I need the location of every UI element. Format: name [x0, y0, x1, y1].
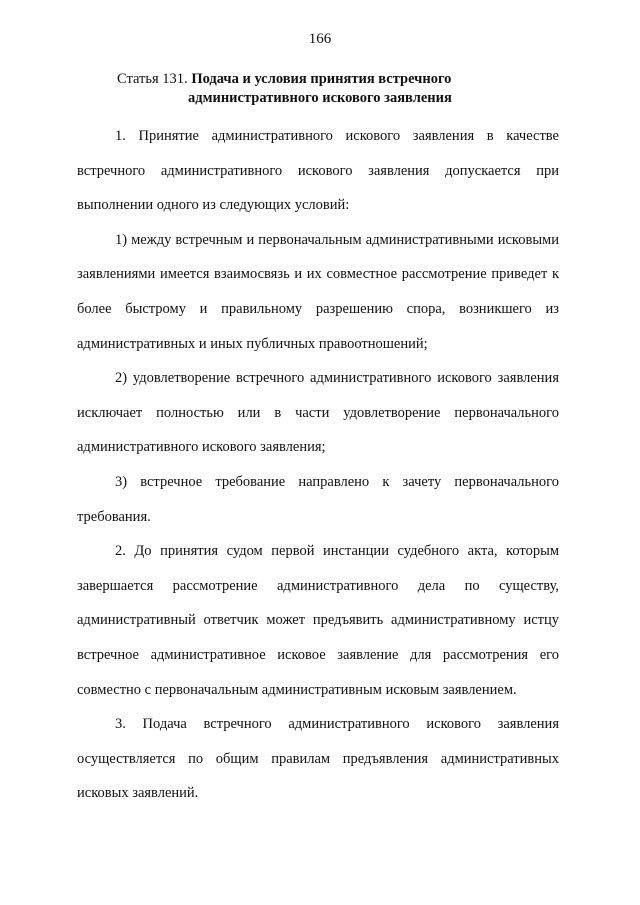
paragraph-1-item-1: 1) между встречным и первоначальным административными исковыми заявлениями имеется взаимосвязь и их совместное рассмотрение приведет к более быстрому и правильному разрешению спора, возникшего из административных и иных публичных правоотношений;	[77, 231, 559, 352]
paragraph-1-item-2: 2) удовлетворение встречного административного искового заявления исключает полностью или в части удовлетворение первоначального административного искового заявления;	[77, 370, 559, 456]
paragraph-1-item-3: 3) встречное требование направлено к зачету первоначального требования.	[77, 473, 559, 525]
article-body	[77, 119, 559, 811]
article-title-line-2: административного искового заявления	[188, 90, 452, 106]
article-label: Статья 131.	[117, 71, 188, 87]
paragraph-3: 3. Подача встречного административного искового заявления осуществляется по общим правилам предъявления административных исковых заявлений.	[77, 716, 559, 802]
paragraph-2: 2. До принятия судом первой инстанции судебного акта, которым завершается рассмотрение административного дела по существу, административный ответчик может предъявить административному истцу встречное административное исковое заявление для рассмотрения его совместно с первоначальным административным исковым заявлением.	[77, 543, 559, 698]
article-title-line-1: Подача и условия принятия встречного	[191, 71, 452, 87]
article-heading	[117, 70, 577, 108]
page-number: 166	[308, 31, 332, 47]
paragraph-1: 1. Принятие административного искового заявления в качестве встречного административного искового заявления допускается при выполнении одного из следующих условий:	[77, 128, 559, 214]
